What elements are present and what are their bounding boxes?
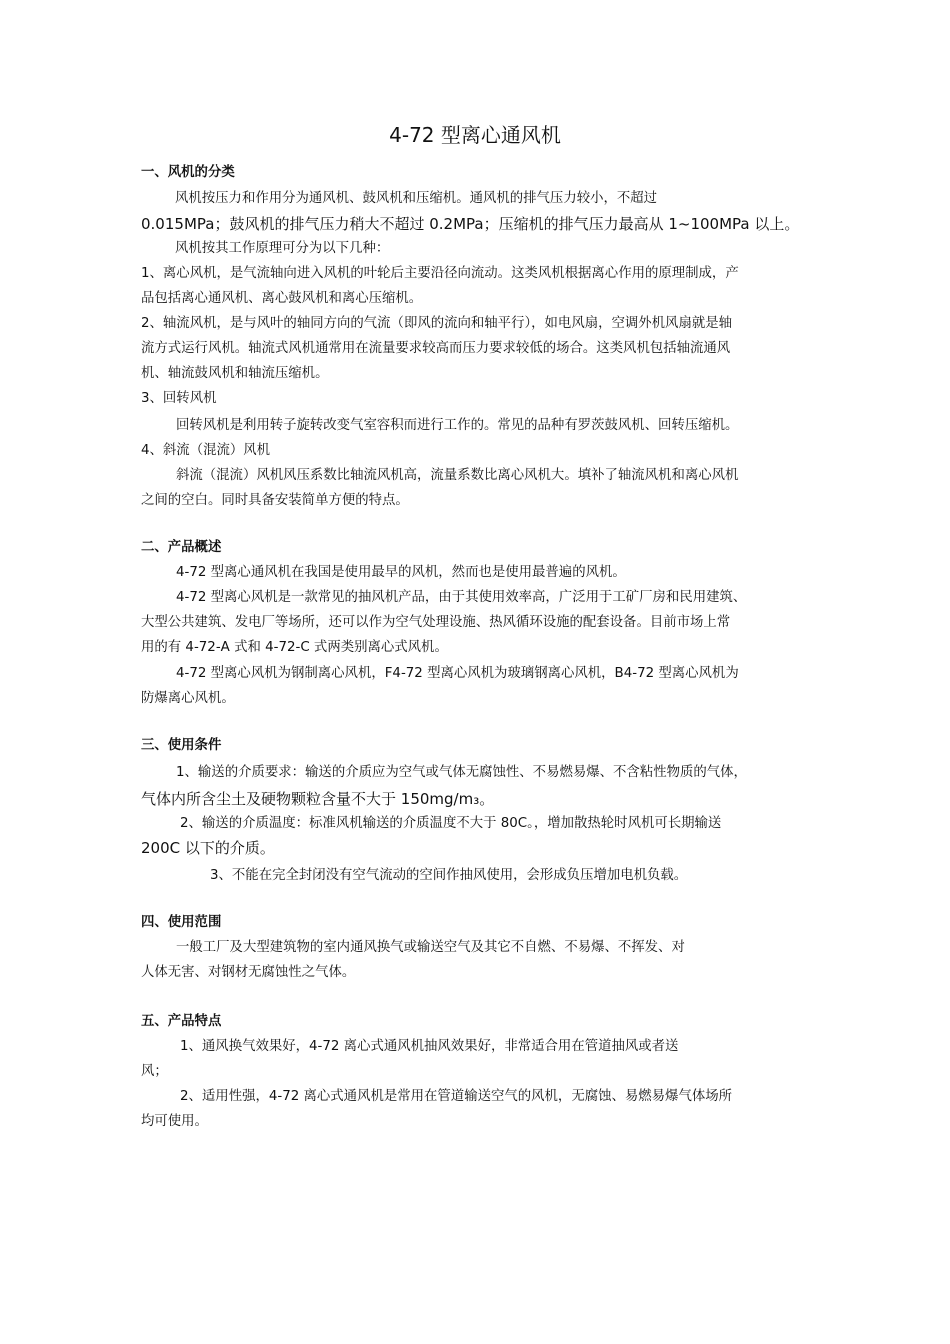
paragraph-line: 4、斜流（混流）风机 [141,443,271,458]
paragraph-line: 200C 以下的介质。 [141,839,275,857]
paragraph-line: 人体无害、对钢材无腐蚀性之气体。 [141,965,356,980]
paragraph-line: 大型公共建筑、发电厂等场所，还可以作为空气处理设施、热风循环设施的配套设备。目前市场上常 [141,615,731,630]
section-heading-overview: 二、产品概述 [141,540,222,555]
document-title: 4-72 型离心通风机 [389,123,561,147]
paragraph-line: 2、轴流风机，是与风叶的轴同方向的气流（即风的流向和轴平行），如电风扇，空调外机风扇就是轴 [141,316,733,331]
paragraph-line: 斜流（混流）风机风压系数比轴流风机高，流量系数比离心风机大。填补了轴流风机和离心风机 [176,468,739,483]
paragraph-line: 2、输送的介质温度：标准风机输送的介质温度不大于 80C。，增加散热轮时风机可长期输送 [180,816,722,831]
paragraph-line: 0.015MPa；鼓风机的排气压力稍大不超过 0.2MPa；压缩机的排气压力最高从 1~100MPa 以上。 [141,215,800,233]
paragraph-line: 品包括离心通风机、离心鼓风机和离心压缩机。 [141,291,423,306]
paragraph-line: 均可使用。 [141,1114,208,1129]
section-heading-classification: 一、风机的分类 [141,165,235,180]
paragraph-line: 防爆离心风机。 [141,691,235,706]
paragraph-line: 3、不能在完全封闭没有空气流动的空间作抽风使用，会形成负压增加电机负载。 [210,868,688,883]
paragraph-line: 风机按压力和作用分为通风机、鼓风机和压缩机。通风机的排气压力较小，不超过 [175,191,658,206]
paragraph-line: 3、回转风机 [141,391,217,406]
paragraph-line: 回转风机是利用转子旋转改变气室容积而进行工作的。常见的品种有罗茨鼓风机、回转压缩机。 [176,418,739,433]
paragraph-line: 流方式运行风机。轴流式风机通常用在流量要求较高而压力要求较低的场合。这类风机包括轴流通风 [141,341,731,356]
section-heading-scope: 四、使用范围 [141,915,222,930]
paragraph-line: 风机按其工作原理可分为以下几种： [175,241,390,256]
paragraph-line: 4-72 型离心风机是一款常见的抽风机产品，由于其使用效率高，广泛用于工矿厂房和民用建筑、 [176,590,747,605]
paragraph-line: 2、适用性强，4-72 离心式通风机是常用在管道输送空气的风机，无腐蚀、易燃易爆气体场所 [180,1089,733,1104]
paragraph-line: 气体内所含尘土及硬物颗粒含量不大于 150mg/m₃。 [141,790,495,808]
paragraph-line: 用的有 4-72-A 式和 4-72-C 式两类别离心式风机。 [141,640,448,655]
paragraph-line: 风； [141,1064,168,1079]
paragraph-line: 1、离心风机，是气流轴向进入风机的叶轮后主要沿径向流动。这类风机根据离心作用的原理制成，产 [141,266,739,281]
paragraph-line: 4-72 型离心通风机在我国是使用最早的风机，然而也是使用最普遍的风机。 [176,565,626,580]
section-heading-features: 五、产品特点 [141,1014,222,1029]
paragraph-line: 1、通风换气效果好，4-72 离心式通风机抽风效果好，非常适合用在管道抽风或者送 [180,1039,679,1054]
paragraph-line: 机、轴流鼓风机和轴流压缩机。 [141,366,329,381]
paragraph-line: 一般工厂及大型建筑物的室内通风换气或输送空气及其它不自燃、不易爆、不挥发、对 [176,940,685,955]
paragraph-line: 1、输送的介质要求：输送的介质应为空气或气体无腐蚀性、不易燃易爆、不含粘性物质的气体， [176,765,747,780]
section-heading-conditions: 三、使用条件 [141,738,222,753]
paragraph-line: 之间的空白。同时具备安装简单方便的特点。 [141,493,409,508]
paragraph-line: 4-72 型离心风机为钢制离心风机，F4-72 型离心风机为玻璃钢离心风机，B4-72 型离心风机为 [176,666,739,681]
